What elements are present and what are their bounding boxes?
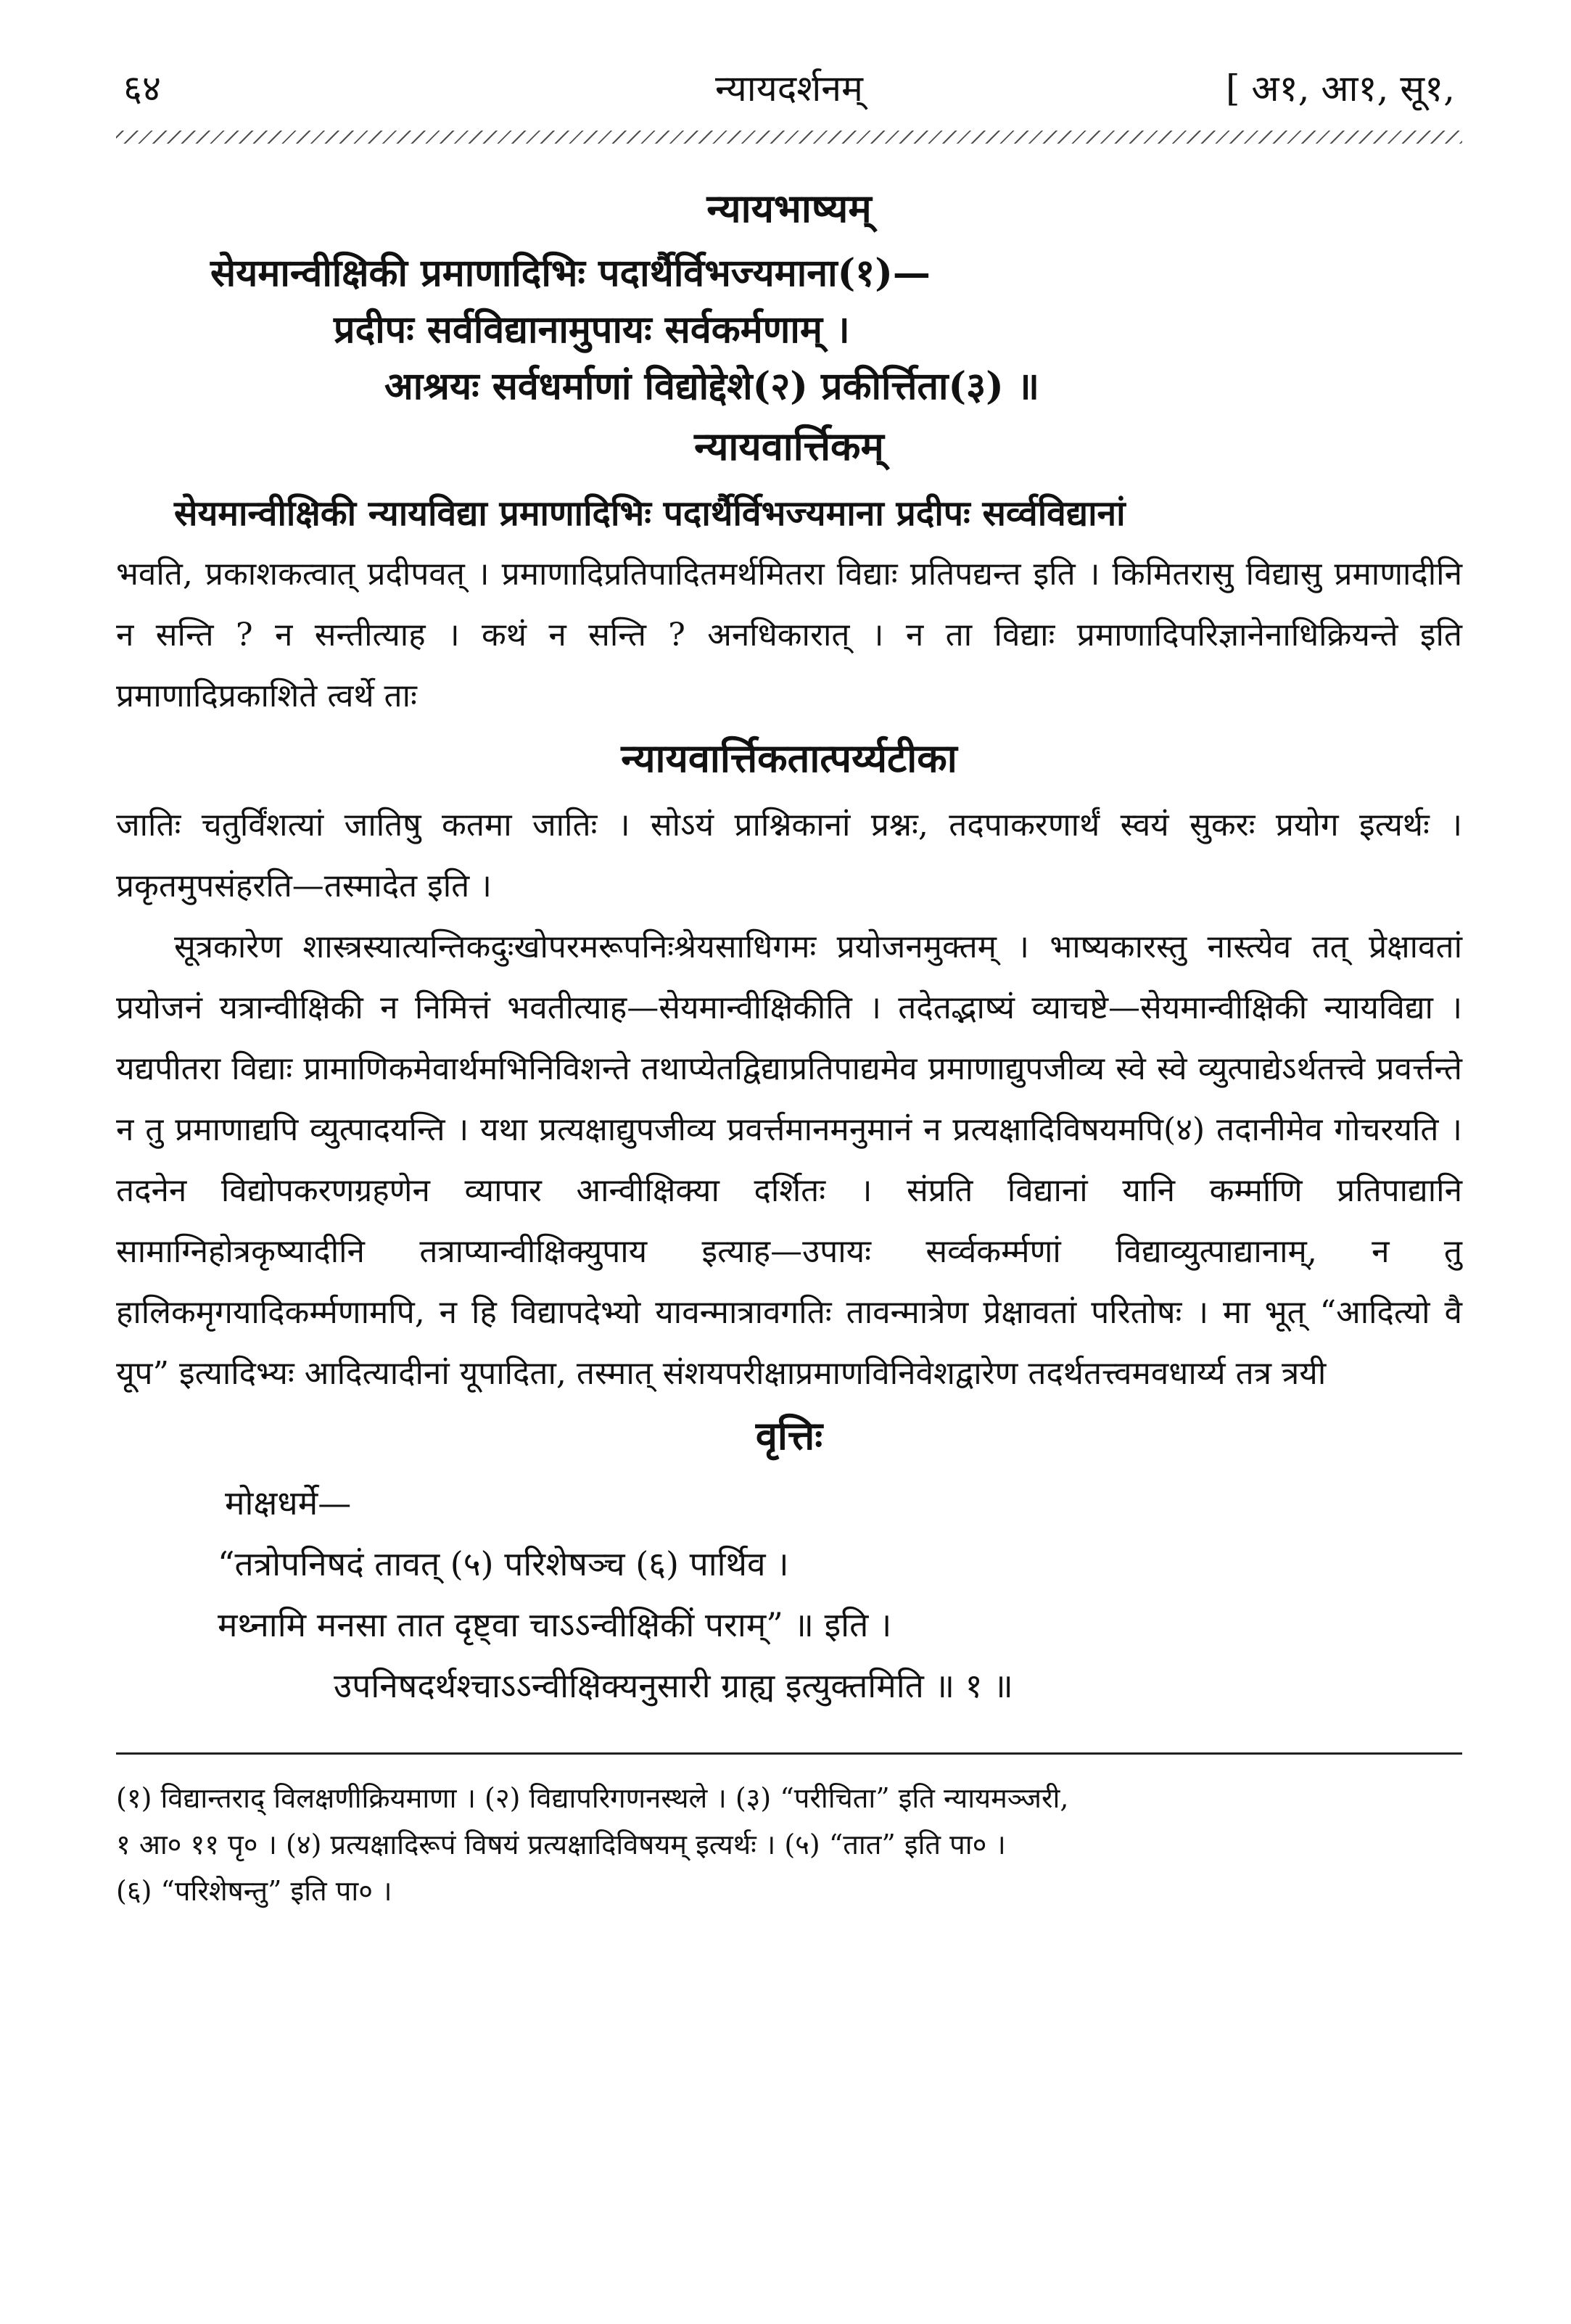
tika-paragraph-2: सूत्रकारेण शास्त्रस्यात्यन्तिकदुःखोपरमरूपनिःश्रेयसाधिगमः प्रयोजनमुक्तम् । भाष्यकारस्तु नास्त्येव तत् प्रेक्षावतां प्रयोजनं यत्रान्वीक्षिकी न निमित्तं भवतीत्याह—सेयमान्वीक्षिकीति । तदेतद्भाष्यं व्याचष्टे—सेयमान्वीक्षिकी न्यायविद्या । यद्यपीतरा विद्याः प्रामाणिकमेवार्थमभिनिविशन्ते तथाप्येतद्विद्याप्रतिपाद्यमेव प्रमाणाद्युपजीव्य स्वे स्वे व्युत्पाद्येऽर्थतत्त्वे प्रवर्त्तन्ते न तु प्रमाणाद्यपि व्युत्पादयन्ति । यथा प्रत्यक्षाद्युपजीव्य प्रवर्त्तमानमनुमानं न प्रत्यक्षादिविषयमपि(४) तदानीमेव गोचरयति । तदनेन विद्योपकरणग्रहणेन व्यापार आन्वीक्षिक्या दर्शितः । संप्रति विद्यानां यानि कर्म्माणि प्रतिपाद्यानि सामाग्निहोत्रकृष्यादीनि तत्राप्यान्वीक्षिक्युपाय इत्याह—उपायः सर्व्वकर्म्मणां विद्याव्युत्पाद्यानाम्, न तु हालिकमृगयादिकर्म्मणामपि, न हि विद्यापदेभ्यो यावन्मात्रावगतिः तावन्मात्रेण प्रेक्षावतां परितोषः । मा भूत् “आदित्यो वै यूप” इत्यादिभ्यः आदित्यादीनां यूपादिता, तस्मात् संशयपरीक्षाप्रमाणविनिवेशद्वारेण तदर्थतत्त्वमवधार्य्य तत्र त्रयी: [116, 928, 1462, 1392]
vritti-line-1: मोक्षधर्मे—: [225, 1483, 352, 1522]
vritti-title: वृत्तिः: [755, 1412, 823, 1459]
header-wavy-rule: [116, 131, 1462, 144]
bhashya-line-3: आश्रयः सर्वधर्माणां विद्योद्देशे(२) प्रकीर्त्तिता(३) ॥: [384, 364, 1039, 408]
vartika-section: [116, 418, 1462, 727]
page-number: ६४: [123, 67, 161, 110]
footnote-line-1: (१) विद्यान्तराद् विलक्षणीक्रियमाणा । (२) विद्यापरिगणनस्थले । (३) “परीचिता” इति न्यायमञ्जरी,: [116, 1782, 1069, 1814]
footnote-line-3: (६) “परिशेषन्तु” इति पा० ।: [116, 1875, 392, 1907]
tika-title: न्यायवार्त्तिकतात्पर्य्यटीका: [621, 735, 957, 781]
footnote-line-2: १ आ० ११ पृ० । (४) प्रत्यक्षादिरूपं विषयं प्रत्यक्षादिविषयम् इत्यर्थः । (५) “तात” इति पा० ।: [116, 1829, 1006, 1861]
bhashya-title: न्यायभाष्यम्: [706, 185, 872, 231]
vritti-line-3: मथ्नामि मनसा तात दृष्ट्वा चाऽऽन्वीक्षिकीं पराम्” ॥ इति ।: [218, 1605, 892, 1644]
running-header: [116, 41, 1462, 110]
bhashya-line-2: प्रदीपः सर्वविद्यानामुपायः सर्वकर्मणाम् ।: [334, 308, 850, 352]
vartika-text: भवति, प्रकाशकत्वात् प्रदीपवत् । प्रमाणादिप्रतिपादितमर्थमितरा विद्याः प्रतिपद्यन्त इति । किमितरासु विद्यासु प्रमाणादीनि न सन्ति ? न सन्तीत्याह । कथं न सन्ति ? अनधिकारात् । न ता विद्याः प्रमाणादिपरिज्ञानेनाधिक्रियन्ते इति प्रमाणादिप्रकाशिते त्वर्थे ताः: [116, 556, 1462, 714]
bhashya-section: [116, 180, 1462, 415]
vritti-section: [116, 1407, 1462, 1716]
footnote-rule: [116, 1752, 1462, 1755]
bhashya-line-1: सेयमान्वीक्षिकी प्रमाणादिभिः पदार्थैर्विभज्यमाना(१)—: [210, 251, 931, 295]
tika-section: [116, 730, 1462, 1404]
tika-paragraph-1: जातिः चतुर्विंशत्यां जातिषु कतमा जातिः । सोऽयं प्राश्निकानां प्रश्नः, तदपाकरणार्थं स्वयं सुकरः प्रयोग इत्यर्थः । प्रकृतमुपसंहरति—तस्मादेत इति ।: [116, 807, 1462, 905]
footnotes: [116, 1775, 1462, 1914]
vritti-line-4: उपनिषदर्थश्चाऽऽन्वीक्षिक्यनुसारी ग्राह्य इत्युक्तमिति ॥ १ ॥: [334, 1666, 1013, 1705]
section-reference: [ अ१, आ१, सू१,: [1226, 67, 1455, 110]
running-title: न्यायदर्शनम्: [715, 67, 863, 110]
vartika-lead: सेयमान्वीक्षिकी न्यायविद्या प्रमाणादिभिः पदार्थैर्विभज्यमाना प्रदीपः सर्व्वविद्यानां: [174, 493, 1126, 534]
vritti-line-2: “तत्रोपनिषदं तावत् (५) परिशेषञ्च (६) पार्थिव ।: [218, 1544, 789, 1583]
vartika-title: न्यायवार्त्तिकम्: [694, 423, 884, 469]
